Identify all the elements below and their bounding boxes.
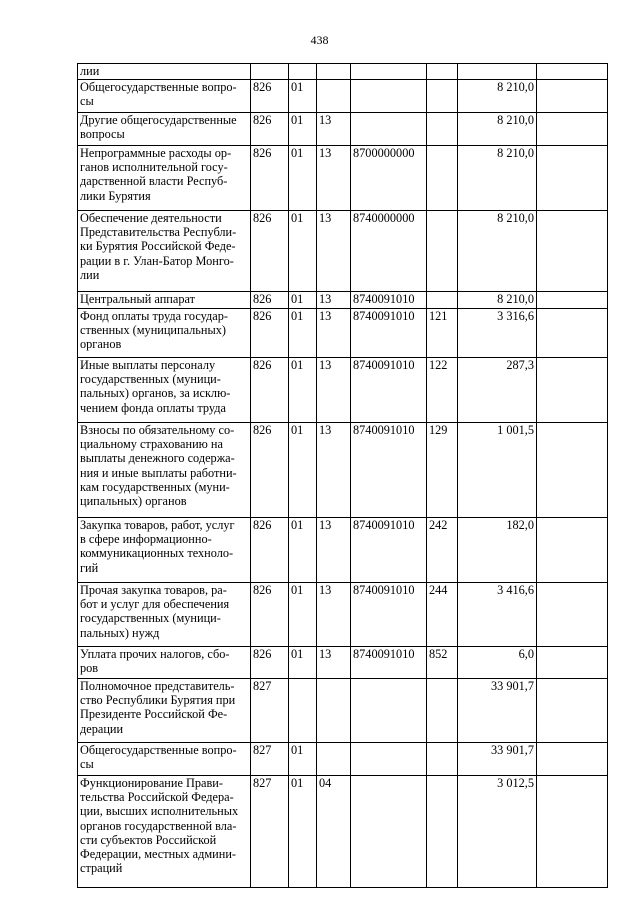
cell-ved: 826 <box>251 647 289 679</box>
cell-name: Взносы по обязательному со- циальному страхованию на выплаты денежного содержа- ния и иные выплаты работни- кам государственных (муни- ципальных) органов <box>78 423 251 518</box>
cell-name: лии <box>78 64 251 80</box>
cell-name: Уплата прочих налогов, сбо- ров <box>78 647 251 679</box>
cell-section: 01 <box>289 647 317 679</box>
cell-target-article: 8740091010 <box>351 358 427 423</box>
cell-subsection <box>317 64 351 80</box>
page-number: 438 <box>310 33 329 47</box>
cell-amount <box>458 64 537 80</box>
cell-expense-type <box>427 113 458 146</box>
cell-section: 01 <box>289 292 317 309</box>
cell-subsection: 13 <box>317 292 351 309</box>
cell-target-article <box>351 776 427 888</box>
cell-subsection: 13 <box>317 146 351 211</box>
cell-name: Обеспечение деятельности Представительства Республи- ки Бурятия Российской Феде- рации в г. Улан-Батор Монго- лии <box>78 211 251 292</box>
cell-section: 01 <box>289 423 317 518</box>
cell-ved: 826 <box>251 518 289 583</box>
cell-target-article <box>351 80 427 113</box>
cell-name: Функционирование Прави- тельства Российской Федера- ции, высших исполнительных органов государственной вла- сти субъектов Российской Федерации, местных админи- страций <box>78 776 251 888</box>
cell-ved: 826 <box>251 423 289 518</box>
table-row <box>78 776 608 888</box>
cell-target-article: 8740091010 <box>351 583 427 647</box>
cell-expense-type <box>427 292 458 309</box>
cell-name: Общегосударственные вопро- сы <box>78 743 251 776</box>
table-row <box>78 80 608 113</box>
cell-name: Полномочное представитель- ство Республики Бурятия при Президенте Российской Фе- дерации <box>78 679 251 743</box>
table-row <box>78 358 608 423</box>
table-row <box>78 423 608 518</box>
cell-amount: 8 210,0 <box>458 211 537 292</box>
cell-name: Другие общегосударственные вопросы <box>78 113 251 146</box>
cell-amount: 3 316,6 <box>458 309 537 358</box>
cell-ved <box>251 64 289 80</box>
cell-extra <box>537 309 608 358</box>
cell-section: 01 <box>289 211 317 292</box>
table-row <box>78 211 608 292</box>
cell-expense-type: 242 <box>427 518 458 583</box>
cell-extra <box>537 776 608 888</box>
cell-expense-type <box>427 146 458 211</box>
cell-subsection <box>317 679 351 743</box>
cell-amount: 287,3 <box>458 358 537 423</box>
cell-target-article: 8740091010 <box>351 647 427 679</box>
cell-extra <box>537 146 608 211</box>
cell-extra <box>537 80 608 113</box>
table-row <box>78 292 608 309</box>
cell-subsection: 13 <box>317 647 351 679</box>
cell-amount: 3 012,5 <box>458 776 537 888</box>
cell-target-article: 8740000000 <box>351 211 427 292</box>
cell-ved: 826 <box>251 292 289 309</box>
cell-section <box>289 679 317 743</box>
cell-expense-type: 852 <box>427 647 458 679</box>
cell-target-article: 8740091010 <box>351 423 427 518</box>
cell-name: Общегосударственные вопро- сы <box>78 80 251 113</box>
cell-extra <box>537 113 608 146</box>
cell-section: 01 <box>289 358 317 423</box>
cell-target-article: 8740091010 <box>351 309 427 358</box>
cell-name: Непрограммные расходы ор- ганов исполнительной госу- дарственной власти Респуб- лики Бурятия <box>78 146 251 211</box>
cell-amount: 8 210,0 <box>458 146 537 211</box>
cell-section: 01 <box>289 743 317 776</box>
cell-target-article <box>351 679 427 743</box>
cell-expense-type <box>427 211 458 292</box>
cell-amount: 3 416,6 <box>458 583 537 647</box>
cell-extra <box>537 679 608 743</box>
cell-ved: 826 <box>251 80 289 113</box>
cell-subsection: 04 <box>317 776 351 888</box>
cell-amount: 8 210,0 <box>458 292 537 309</box>
cell-ved: 826 <box>251 309 289 358</box>
cell-extra <box>537 358 608 423</box>
cell-extra <box>537 518 608 583</box>
cell-section: 01 <box>289 518 317 583</box>
cell-amount: 6,0 <box>458 647 537 679</box>
table-row <box>78 647 608 679</box>
cell-section: 01 <box>289 146 317 211</box>
cell-amount: 8 210,0 <box>458 113 537 146</box>
cell-subsection: 13 <box>317 518 351 583</box>
cell-subsection: 13 <box>317 113 351 146</box>
cell-amount: 182,0 <box>458 518 537 583</box>
cell-expense-type <box>427 743 458 776</box>
cell-ved: 827 <box>251 679 289 743</box>
cell-target-article: 8740091010 <box>351 518 427 583</box>
budget-table <box>77 63 608 888</box>
cell-subsection: 13 <box>317 358 351 423</box>
cell-subsection: 13 <box>317 583 351 647</box>
cell-expense-type <box>427 776 458 888</box>
cell-ved: 826 <box>251 211 289 292</box>
cell-extra <box>537 647 608 679</box>
cell-name: Прочая закупка товаров, ра- бот и услуг для обеспечения государственных (муници- пальных) нужд <box>78 583 251 647</box>
table-row <box>78 113 608 146</box>
cell-ved: 826 <box>251 583 289 647</box>
cell-expense-type: 244 <box>427 583 458 647</box>
cell-ved: 826 <box>251 358 289 423</box>
table-row <box>78 518 608 583</box>
cell-extra <box>537 583 608 647</box>
cell-extra <box>537 423 608 518</box>
cell-extra <box>537 64 608 80</box>
table-row <box>78 309 608 358</box>
cell-section <box>289 64 317 80</box>
cell-name: Центральный аппарат <box>78 292 251 309</box>
cell-target-article: 8700000000 <box>351 146 427 211</box>
cell-ved: 827 <box>251 743 289 776</box>
cell-expense-type <box>427 80 458 113</box>
cell-amount: 8 210,0 <box>458 80 537 113</box>
table-row <box>78 583 608 647</box>
cell-name: Фонд оплаты труда государ- ственных (муниципальных) органов <box>78 309 251 358</box>
cell-ved: 826 <box>251 146 289 211</box>
table-row <box>78 743 608 776</box>
cell-expense-type <box>427 679 458 743</box>
cell-amount: 33 901,7 <box>458 743 537 776</box>
cell-subsection <box>317 743 351 776</box>
cell-expense-type: 129 <box>427 423 458 518</box>
cell-expense-type: 121 <box>427 309 458 358</box>
cell-section: 01 <box>289 583 317 647</box>
table-row <box>78 64 608 80</box>
cell-section: 01 <box>289 309 317 358</box>
table-row <box>78 146 608 211</box>
cell-amount: 1 001,5 <box>458 423 537 518</box>
cell-name: Иные выплаты персоналу государственных (муници- пальных) органов, за исклю- чением фонда оплаты труда <box>78 358 251 423</box>
cell-extra <box>537 211 608 292</box>
cell-extra <box>537 292 608 309</box>
cell-target-article <box>351 113 427 146</box>
cell-extra <box>537 743 608 776</box>
cell-ved: 826 <box>251 113 289 146</box>
cell-subsection: 13 <box>317 309 351 358</box>
table-row <box>78 679 608 743</box>
cell-section: 01 <box>289 776 317 888</box>
cell-target-article <box>351 743 427 776</box>
cell-target-article: 8740091010 <box>351 292 427 309</box>
cell-expense-type: 122 <box>427 358 458 423</box>
cell-expense-type <box>427 64 458 80</box>
cell-name: Закупка товаров, работ, услуг в сфере информационно- коммуникационных техноло- гий <box>78 518 251 583</box>
cell-target-article <box>351 64 427 80</box>
cell-subsection: 13 <box>317 423 351 518</box>
cell-ved: 827 <box>251 776 289 888</box>
table-body <box>78 64 608 888</box>
cell-subsection: 13 <box>317 211 351 292</box>
cell-subsection <box>317 80 351 113</box>
cell-section: 01 <box>289 113 317 146</box>
cell-section: 01 <box>289 80 317 113</box>
cell-amount: 33 901,7 <box>458 679 537 743</box>
